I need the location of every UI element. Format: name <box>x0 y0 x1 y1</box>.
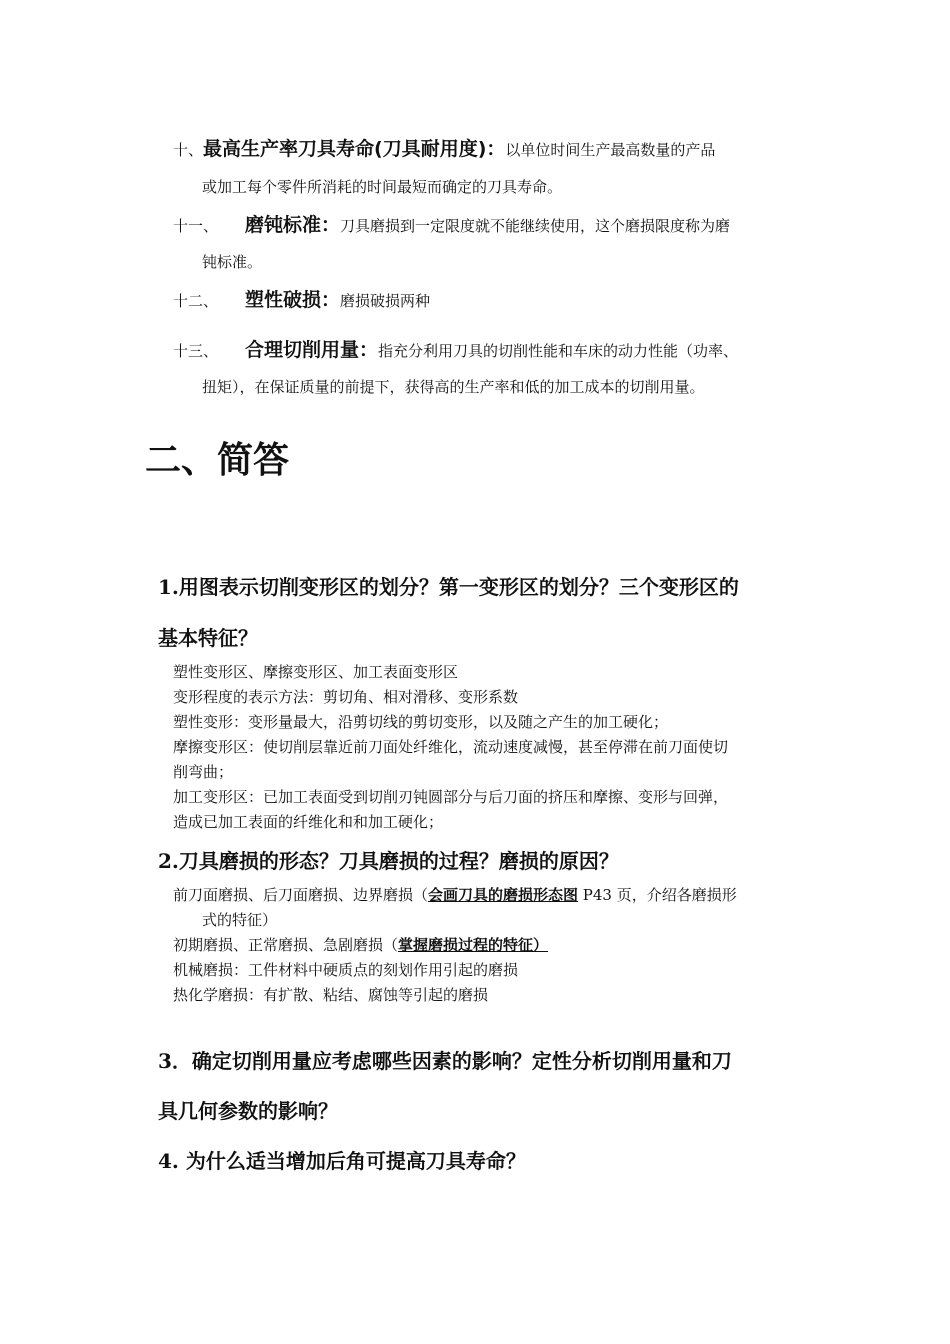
definition-term: 最高生产率刀具寿命(刀具耐用度)： <box>203 138 506 160</box>
answer-line: 摩擦变形区：使切削层靠近前刀面处纤维化，流动速度减慢，甚至停滞在前刀面使切 <box>173 738 729 756</box>
question-3-line-2: 具几何参数的影响？ <box>158 1099 338 1123</box>
answer-text: P43 页，介绍各磨损形 <box>578 886 737 904</box>
question-1-line-2: 基本特征？ <box>158 626 258 650</box>
answer-text: 前刀面磨损、后刀面磨损、边界磨损（ <box>173 886 429 904</box>
definition-10 <box>173 140 715 159</box>
question-4: 4. 为什么适当增加后角可提高刀具寿命？ <box>158 1149 526 1173</box>
definition-number: 十一、 <box>173 217 219 235</box>
question-2: 2.刀具磨损的形态？刀具磨损的过程？磨损的原因？ <box>158 849 619 873</box>
definition-11 <box>173 216 730 235</box>
question-1-line-1: 1.用图表示切削变形区的划分？第一变形区的划分？三个变形区的 <box>158 575 739 599</box>
answer-line: 热化学磨损：有扩散、粘结、腐蚀等引起的磨损 <box>173 986 489 1004</box>
answer-line: 造成已加工表面的纤维化和和加工硬化； <box>173 813 444 831</box>
answer-line: 削弯曲； <box>173 763 234 781</box>
underlined-emphasis: 掌握磨损过程的特征） <box>398 936 549 954</box>
answer-text: 初期磨损、正常磨损、急剧磨损（ <box>173 936 399 954</box>
answer-line <box>173 884 737 905</box>
section-title: 二、简答 <box>145 440 290 481</box>
definition-text: 磨损破损两种 <box>340 292 431 310</box>
underlined-emphasis: 会画刀具的磨损形态图 <box>428 886 579 904</box>
definition-number: 十三、 <box>173 342 219 360</box>
answer-line: 变形程度的表示方法：剪切角、相对滑移、变形系数 <box>173 688 519 706</box>
answer-line: 塑性变形区、摩擦变形区、加工表面变形区 <box>173 663 459 681</box>
definition-12 <box>173 291 430 310</box>
definition-text: 指充分利用刀具的切削性能和车床的动力性能（功率、 <box>378 342 739 360</box>
answer-line: 加工变形区：已加工表面受到切削刃钝圆部分与后刀面的挤压和摩擦、变形与回弹， <box>173 788 729 806</box>
definition-term: 磨钝标准： <box>245 214 341 236</box>
definition-term: 塑性破损： <box>245 289 341 311</box>
definition-number: 十、 <box>173 141 204 159</box>
answer-line: 塑性变形：变形量最大，沿剪切线的剪切变形，以及随之产生的加工硬化； <box>173 713 669 731</box>
answer-line <box>173 934 548 955</box>
question-3-line-1: 3．确定切削用量应考虑哪些因素的影响？定性分析切削用量和刀 <box>158 1049 732 1073</box>
definition-10-continuation: 或加工每个零件所消耗的时间最短而确定的刀具寿命。 <box>202 178 563 196</box>
definition-number: 十二、 <box>173 292 219 310</box>
definition-term: 合理切削用量： <box>245 339 379 361</box>
definition-13-continuation: 扭矩），在保证质量的前提下，获得高的生产率和低的加工成本的切削用量。 <box>202 378 705 396</box>
answer-line: 机械磨损：工件材料中硬质点的刻划作用引起的磨损 <box>173 961 519 979</box>
definition-13 <box>173 341 738 360</box>
definition-11-continuation: 钝标准。 <box>202 253 263 271</box>
answer-line-continuation: 式的特征） <box>202 911 278 929</box>
definition-text: 刀具磨损到一定限度就不能继续使用，这个磨损限度称为磨 <box>340 217 731 235</box>
definition-text: 以单位时间生产最高数量的产品 <box>505 141 716 159</box>
